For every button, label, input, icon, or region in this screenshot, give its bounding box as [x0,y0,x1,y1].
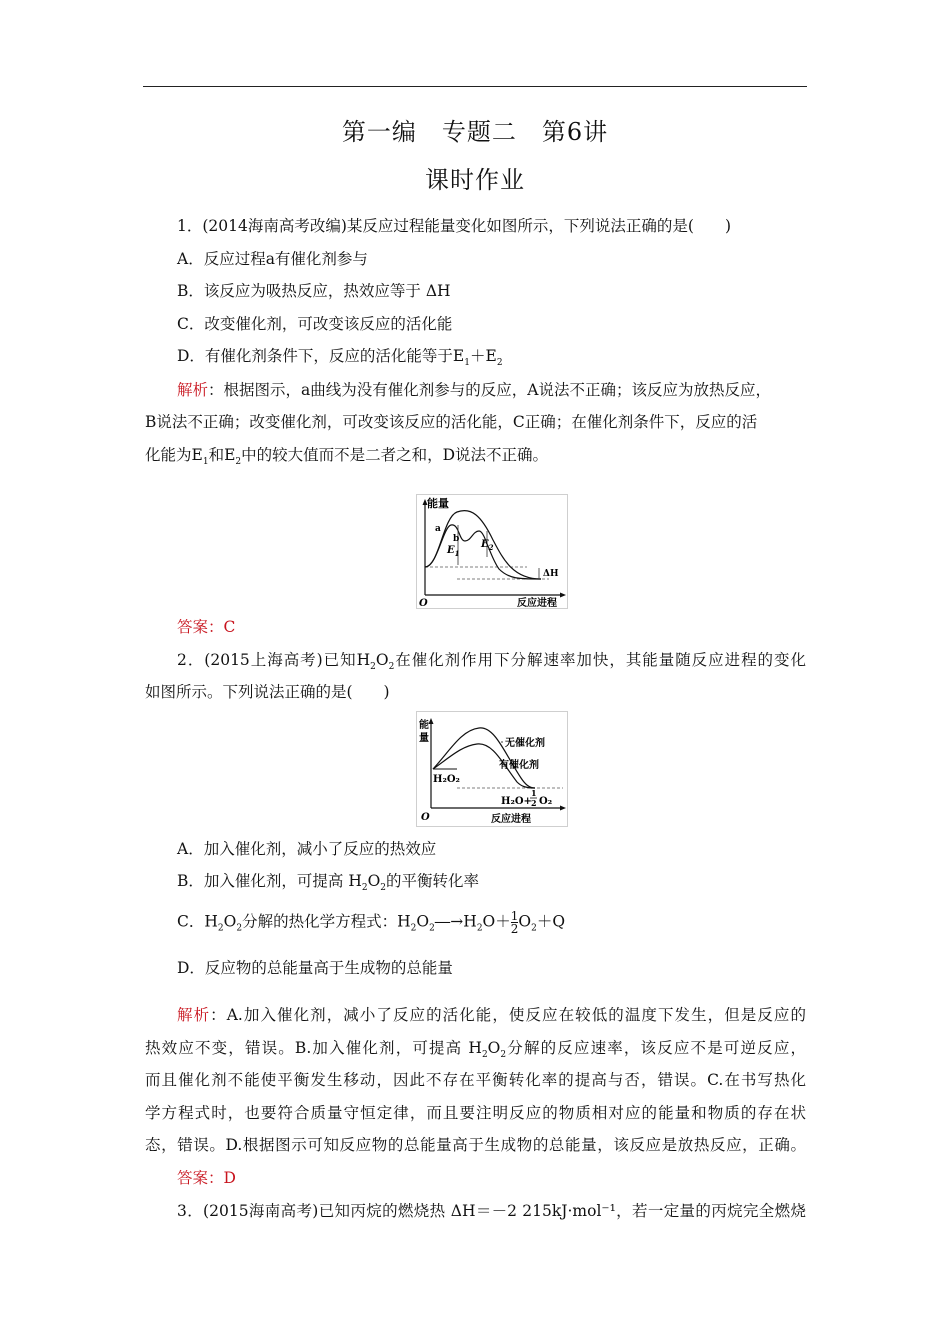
curve-b-label: b [453,534,460,544]
q1-option-b: B．该反应为吸热反应，热效应等于 ΔH [177,282,451,300]
page-subtitle: 课时作业 [425,166,525,194]
q1-stem: 1．(2014海南高考改编)某反应过程能量变化如图所示，下列说法正确的是( ) [177,217,731,235]
q2-answer: 答案：D [177,1169,236,1187]
q1-analysis-line-1: 解析：根据图示，a曲线为没有催化剂参与的反应，A说法不正确；该反应为放热反应， [177,381,771,399]
q1-analysis-line-3: 化能为$E_1$和$E_2$中的较大值而不是二者之和，D说法不正确。 [145,446,549,467]
analysis-label: 解析 [177,381,209,399]
q1-analysis-line-2: B说法不正确；改变催化剂，可改变该反应的活化能，C正确；在催化剂条件下，反应的活 [145,413,758,431]
product-label-a: H₂O+ [501,796,532,807]
q2-energy-diagram [416,711,568,827]
y-axis-label-2: 量 [419,733,429,744]
q1-option-c: C．改变催化剂，可改变该反应的活化能 [177,315,453,333]
q2-stem-line-1: 2．(2015上海高考)已知$H_2O_2$在催化剂作用下分解速率加快，其能量随反应进程的变化 [177,651,806,672]
x-axis-arrow [560,806,566,811]
no-catalyst-label: 无催化剂 [505,738,545,749]
reactant-label: H₂O₂ [433,774,460,785]
header-rule [143,86,807,87]
q2-option-d: D．反应物的总能量高于生成物的总能量 [177,959,453,977]
page-title: 第一编 专题二 第6讲 [341,118,609,146]
q2-option-c: C．$H_2O_2$分解的热化学方程式：$H_2O_2―\to H_2O+$ $\frac{1}{2}$ $O_2+Q$ [177,909,566,936]
q1-option-a: A．反应过程a有催化剂参与 [177,250,368,268]
x-axis-label: 反应进程 [491,814,531,825]
q2-analysis-line-3: 而且催化剂不能使平衡发生移动，因此不存在平衡转化率的提高与否，错误。C.在书写热化 [145,1071,806,1089]
product-label-b: O₂ [539,796,553,807]
x-axis-label: 反应进程 [517,598,557,608]
q1-answer: 答案：C [177,618,236,636]
y-axis-label: 能量 [427,497,449,510]
origin-label: O [421,812,430,823]
x-axis-arrow [560,593,566,598]
q2-analysis-line-4: 学方程式时，也要符合质量守恒定律，而且要注明反应的物质相对应的能量和物质的存在状 [145,1104,806,1122]
product-fraction-den: 2 [531,798,537,808]
curve-b [425,525,541,579]
y-axis-label-1: 能 [419,720,429,731]
fraction-one-half: $\frac{1}{2}$ [510,909,519,936]
q3-stem: 3．(2015海南高考)已知丙烷的燃烧热 ΔH＝－2 215kJ·mol⁻¹，若一定量的丙烷完全燃烧 [177,1202,806,1220]
e1-label: $E_1$ [447,545,460,558]
curve-a-label: a [435,524,441,534]
q2-analysis-line-2: 热效应不变，错误。B.加入催化剂，可提高 $H_2O_2$分解的反应速率，该反应不是可逆反应， [145,1039,806,1060]
q1-option-d: D．有催化剂条件下，反应的活化能等于$E_1+E_2$ [177,347,503,368]
q2-option-a: A．加入催化剂，减小了反应的热效应 [177,840,437,858]
with-catalyst-label: 有催化剂 [499,760,539,771]
dh-label: ΔH [543,569,559,579]
q2-analysis-line-1: 解析：A.加入催化剂，减小了反应的活化能，使反应在较低的温度下发生，但是反应的 [177,1006,806,1024]
q2-stem-line-2: 如图所示。下列说法正确的是( ) [145,683,390,701]
q2-option-b: B．加入催化剂，可提高 $H_2O_2$的平衡转化率 [177,872,480,893]
e2-label: $E_2$ [481,539,494,552]
q2-analysis-line-5: 态，错误。D.根据图示可知反应物的总能量高于生成物的总能量，该反应是放热反应，正确。 [145,1136,806,1154]
y-axis-arrow [429,718,434,724]
analysis-label: 解析 [177,1006,211,1024]
origin-label: O [419,598,428,608]
q1-energy-diagram [416,494,568,609]
product-fraction-num: 1 [531,788,537,798]
